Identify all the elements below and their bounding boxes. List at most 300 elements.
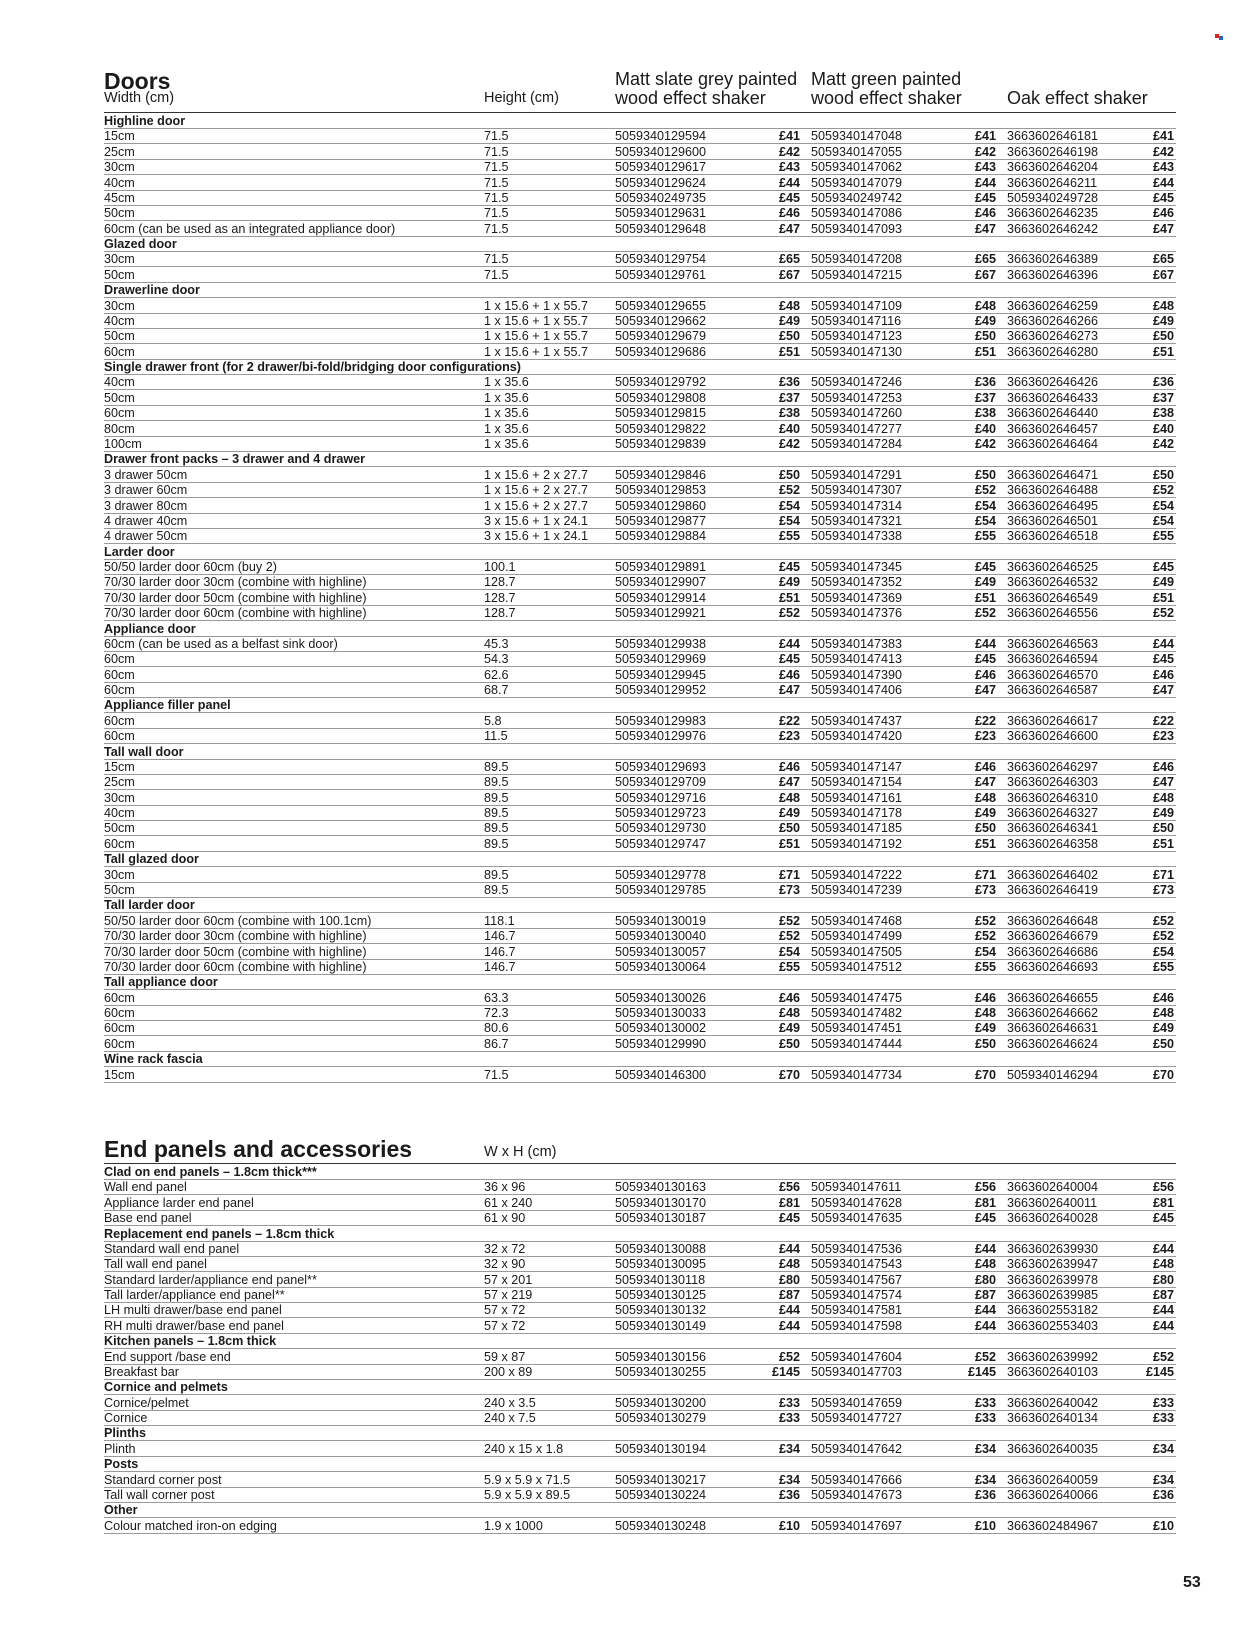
table-row <box>104 1005 1176 1021</box>
item-size: 86.7 <box>484 1036 509 1051</box>
green-code: 5059340147376 <box>811 606 903 621</box>
item-label: End support /base end <box>104 1349 231 1364</box>
slate-grey-code: 5059340129761 <box>615 267 707 282</box>
item-size: 72.3 <box>484 1006 509 1021</box>
section-heading <box>104 1456 1176 1472</box>
slate-grey-code: 5059340129730 <box>615 821 707 836</box>
item-size: 80.6 <box>484 1021 509 1036</box>
item-label: Other <box>104 1503 138 1518</box>
slate-grey-price: £47 <box>778 775 800 790</box>
oak-code: 5059340146294 <box>1007 1067 1099 1082</box>
oak-price: £65 <box>1152 252 1174 267</box>
item-label: 60cm <box>104 667 135 682</box>
table-row <box>104 728 1176 744</box>
item-label: 3 drawer 50cm <box>104 467 188 482</box>
table-row <box>104 574 1176 590</box>
green-price: £55 <box>974 959 996 974</box>
item-size: 36 x 96 <box>484 1180 526 1195</box>
item-label: 3 drawer 80cm <box>104 498 188 513</box>
oak-price: £46 <box>1152 667 1174 682</box>
oak-price: £34 <box>1152 1441 1174 1456</box>
slate-grey-price: £22 <box>778 713 800 728</box>
green-code: 5059340147345 <box>811 560 903 575</box>
green-price: £42 <box>974 144 996 159</box>
item-label: Colour matched iron-on edging <box>104 1518 277 1533</box>
oak-price: £47 <box>1152 683 1174 698</box>
table-row <box>104 713 1176 729</box>
green-code: 5059340147062 <box>811 160 903 175</box>
item-size: 89.5 <box>484 806 509 821</box>
oak-price: £47 <box>1152 775 1174 790</box>
oak-code: 3663602646679 <box>1007 929 1099 944</box>
item-label: Cornice <box>104 1411 148 1426</box>
oak-code: 3663602640134 <box>1007 1411 1099 1426</box>
oak-price: £46 <box>1152 990 1174 1005</box>
slate-grey-code: 5059340129853 <box>615 483 707 498</box>
slate-grey-price: £80 <box>778 1272 800 1287</box>
green-code: 5059340147635 <box>811 1211 903 1226</box>
oak-price: £87 <box>1152 1288 1174 1303</box>
green-code: 5059340249742 <box>811 190 903 205</box>
item-size: 57 x 201 <box>484 1272 533 1287</box>
slate-grey-code: 5059340129754 <box>615 252 707 267</box>
item-label: 60cm <box>104 344 135 359</box>
table-row <box>104 651 1176 667</box>
item-label: Kitchen panels – 1.8cm thick <box>104 1334 277 1349</box>
item-label: 70/30 larder door 30cm (combine with highline) <box>104 575 367 590</box>
slate-grey-code: 5059340129839 <box>615 436 707 451</box>
item-size: 128.7 <box>484 590 516 605</box>
item-label: 40cm <box>104 806 135 821</box>
slate-grey-code: 5059340129624 <box>615 175 707 190</box>
slate-grey-price: £145 <box>771 1364 800 1379</box>
green-price: £145 <box>967 1364 996 1379</box>
oak-code: 3663602646358 <box>1007 836 1099 851</box>
oak-code: 3663602646471 <box>1007 467 1099 482</box>
slate-grey-price: £52 <box>778 606 800 621</box>
slate-grey-code: 5059340129846 <box>615 467 707 482</box>
item-size: 57 x 72 <box>484 1303 526 1318</box>
green-code: 5059340147413 <box>811 652 903 667</box>
table-row <box>104 959 1176 975</box>
table-row <box>104 313 1176 329</box>
slate-grey-price: £55 <box>778 959 800 974</box>
slate-grey-code: 5059340129990 <box>615 1036 707 1051</box>
slate-grey-code: 5059340130002 <box>615 1021 707 1036</box>
green-code: 5059340147567 <box>811 1272 903 1287</box>
section-heading <box>104 1226 1176 1242</box>
oak-code: 3663602646693 <box>1007 959 1099 974</box>
green-code: 5059340147307 <box>811 483 903 498</box>
item-label: 40cm <box>104 375 135 390</box>
green-code: 5059340147178 <box>811 806 903 821</box>
slate-grey-price: £49 <box>778 806 800 821</box>
oak-code: 3663602646303 <box>1007 775 1099 790</box>
item-size: 128.7 <box>484 606 516 621</box>
section-heading <box>104 1502 1176 1518</box>
item-label: 15cm <box>104 129 135 144</box>
green-code: 5059340147147 <box>811 759 903 774</box>
item-size: 1 x 15.6 + 1 x 55.7 <box>484 344 588 359</box>
item-label: 70/30 larder door 50cm (combine with highline) <box>104 590 367 605</box>
oak-price: £56 <box>1152 1180 1174 1195</box>
item-size: 240 x 7.5 <box>484 1411 536 1426</box>
slate-grey-code: 5059340130040 <box>615 929 707 944</box>
table-row <box>104 836 1176 852</box>
green-price: £47 <box>974 221 996 236</box>
slate-grey-price: £73 <box>778 883 800 897</box>
slate-grey-code: 5059340130200 <box>615 1395 707 1410</box>
item-label: 60cm <box>104 652 135 667</box>
item-size: 1 x 15.6 + 1 x 55.7 <box>484 329 588 344</box>
item-label: 60cm (can be used as an integrated appliance door) <box>104 221 396 236</box>
table-row <box>104 190 1176 206</box>
slate-grey-code: 5059340130064 <box>615 959 707 974</box>
slate-grey-price: £34 <box>778 1441 800 1456</box>
green-code: 5059340147048 <box>811 129 903 144</box>
green-price: £51 <box>974 344 996 359</box>
item-label: Larder door <box>104 544 175 559</box>
item-size: 89.5 <box>484 759 509 774</box>
slate-grey-price: £45 <box>778 652 800 667</box>
oak-code: 3663602646266 <box>1007 313 1099 328</box>
green-code: 5059340147079 <box>811 175 903 190</box>
item-label: Appliance door <box>104 621 196 636</box>
end-panels-header <box>104 1136 1176 1166</box>
oak-price: £33 <box>1152 1395 1174 1410</box>
slate-grey-price: £36 <box>778 1487 800 1502</box>
section-heading <box>104 621 1176 637</box>
oak-price: £45 <box>1152 560 1174 575</box>
item-label: 25cm <box>104 775 135 790</box>
item-size: 240 x 15 x 1.8 <box>484 1441 564 1456</box>
slate-grey-price: £40 <box>778 421 800 436</box>
item-label: Tall appliance door <box>104 975 218 990</box>
slate-grey-code: 5059340130187 <box>615 1211 707 1226</box>
slate-grey-price: £47 <box>778 683 800 698</box>
item-label: 60cm <box>104 713 135 728</box>
item-size: 71.5 <box>484 190 509 205</box>
item-size: 71.5 <box>484 144 509 159</box>
slate-grey-code: 5059340129976 <box>615 729 707 744</box>
oak-code: 5059340249728 <box>1007 190 1099 205</box>
green-price: £45 <box>974 652 996 667</box>
oak-code: 3663602646204 <box>1007 160 1099 175</box>
item-size: 1 x 15.6 + 2 x 27.7 <box>484 467 588 482</box>
table-row <box>104 344 1176 360</box>
slate-grey-code: 5059340130095 <box>615 1257 707 1272</box>
item-label: 60cm <box>104 1021 135 1036</box>
table-row <box>104 1179 1176 1195</box>
item-size: 71.5 <box>484 129 509 144</box>
table-row <box>104 867 1176 883</box>
oak-price: £49 <box>1152 575 1174 590</box>
table-row <box>104 667 1176 683</box>
table-row <box>104 513 1176 529</box>
table-row <box>104 1241 1176 1257</box>
oak-price: £41 <box>1152 129 1174 144</box>
table-row <box>104 774 1176 790</box>
oak-price: £44 <box>1152 175 1174 190</box>
green-price: £80 <box>974 1272 996 1287</box>
green-price: £46 <box>974 759 996 774</box>
oak-price: £36 <box>1152 1487 1174 1502</box>
item-size: 71.5 <box>484 221 509 236</box>
slate-grey-price: £38 <box>778 406 800 421</box>
column-slate-grey: Matt slate grey painted wood effect shaker <box>615 69 798 108</box>
green-code: 5059340147352 <box>811 575 903 590</box>
table-row <box>104 436 1176 452</box>
green-price: £87 <box>974 1288 996 1303</box>
table-row <box>104 1287 1176 1303</box>
green-price: £56 <box>974 1180 996 1195</box>
section-heading <box>104 451 1176 467</box>
item-label: Tall larder door <box>104 898 195 913</box>
slate-grey-code: 5059340129907 <box>615 575 707 590</box>
oak-code: 3663602646235 <box>1007 206 1099 221</box>
green-price: £49 <box>974 806 996 821</box>
green-price: £67 <box>974 267 996 282</box>
slate-grey-code: 5059340129693 <box>615 759 707 774</box>
item-label: 4 drawer 50cm <box>104 529 188 544</box>
green-price: £44 <box>974 1303 996 1318</box>
item-label: 4 drawer 40cm <box>104 513 188 528</box>
green-code: 5059340147482 <box>811 1006 903 1021</box>
item-label: RH multi drawer/base end panel <box>104 1318 284 1333</box>
green-price: £22 <box>974 713 996 728</box>
green-price: £34 <box>974 1472 996 1487</box>
green-price: £46 <box>974 990 996 1005</box>
table-row <box>104 421 1176 437</box>
slate-grey-price: £42 <box>778 436 800 451</box>
oak-code: 3663602646686 <box>1007 944 1099 959</box>
slate-grey-price: £48 <box>778 298 800 313</box>
slate-grey-code: 5059340129716 <box>615 790 707 805</box>
slate-grey-price: £65 <box>778 252 800 267</box>
item-size: 1 x 35.6 <box>484 390 529 405</box>
slate-grey-code: 5059340129785 <box>615 883 707 897</box>
oak-code: 3663602640011 <box>1007 1195 1098 1210</box>
green-price: £52 <box>974 606 996 621</box>
table-row <box>104 1067 1176 1083</box>
oak-code: 3663602646211 <box>1007 175 1098 190</box>
slate-grey-code: 5059340129679 <box>615 329 707 344</box>
oak-price: £48 <box>1152 1257 1174 1272</box>
item-label: Tall wall end panel <box>104 1257 207 1272</box>
green-code: 5059340147468 <box>811 913 903 928</box>
table-row <box>104 1487 1176 1503</box>
section-heading <box>104 1051 1176 1067</box>
green-code: 5059340147185 <box>811 821 903 836</box>
oak-price: £51 <box>1152 836 1174 851</box>
oak-code: 3663602646525 <box>1007 560 1099 575</box>
slate-grey-code: 5059340129884 <box>615 529 707 544</box>
green-price: £50 <box>974 1036 996 1051</box>
item-size: 1 x 35.6 <box>484 375 529 390</box>
oak-code: 3663602640059 <box>1007 1472 1099 1487</box>
oak-code: 3663602646488 <box>1007 483 1099 498</box>
oak-price: £22 <box>1152 713 1174 728</box>
item-size: 3 x 15.6 + 1 x 24.1 <box>484 529 588 544</box>
green-price: £45 <box>974 190 996 205</box>
slate-grey-price: £47 <box>778 221 800 236</box>
oak-code: 3663602553403 <box>1007 1318 1099 1333</box>
slate-grey-code: 5059340130163 <box>615 1180 707 1195</box>
oak-price: £55 <box>1152 529 1174 544</box>
item-size: 200 x 89 <box>484 1364 533 1379</box>
item-size: 1 x 35.6 <box>484 436 529 451</box>
item-label: 30cm <box>104 252 135 267</box>
item-size: 100.1 <box>484 560 516 575</box>
table-row <box>104 1472 1176 1488</box>
item-label: 50/50 larder door 60cm (buy 2) <box>104 560 277 575</box>
slate-grey-code: 5059340130033 <box>615 1006 707 1021</box>
section-heading <box>104 697 1176 713</box>
green-price: £47 <box>974 775 996 790</box>
section-heading <box>104 851 1176 867</box>
oak-code: 3663602646617 <box>1007 713 1099 728</box>
item-size: 71.5 <box>484 206 509 221</box>
oak-code: 3663602646648 <box>1007 913 1099 928</box>
section-heading <box>104 544 1176 560</box>
slate-grey-code: 5059340129969 <box>615 652 707 667</box>
oak-code: 3663602646440 <box>1007 406 1099 421</box>
slate-grey-price: £45 <box>778 1211 800 1226</box>
oak-price: £54 <box>1152 498 1174 513</box>
table-row <box>104 251 1176 267</box>
table-row <box>104 1210 1176 1226</box>
item-label: 70/30 larder door 60cm (combine with highline) <box>104 606 367 621</box>
slate-grey-code: 5059340129600 <box>615 144 707 159</box>
slate-grey-code: 5059340129655 <box>615 298 707 313</box>
slate-grey-code: 5059340130026 <box>615 990 707 1005</box>
section-heading <box>104 1379 1176 1395</box>
oak-price: £23 <box>1152 729 1174 744</box>
item-label: Plinths <box>104 1426 146 1441</box>
green-code: 5059340147499 <box>811 929 903 944</box>
slate-grey-code: 5059340129815 <box>615 406 707 421</box>
table-row <box>104 1302 1176 1318</box>
oak-price: £44 <box>1152 636 1174 651</box>
green-price: £33 <box>974 1395 996 1410</box>
oak-price: £50 <box>1152 1036 1174 1051</box>
oak-price: £46 <box>1152 206 1174 221</box>
slate-grey-code: 5059340130255 <box>615 1364 707 1379</box>
green-price: £46 <box>974 206 996 221</box>
slate-grey-code: 5059340129808 <box>615 390 707 405</box>
green-code: 5059340147123 <box>811 329 903 344</box>
green-code: 5059340147277 <box>811 421 903 436</box>
green-price: £50 <box>974 821 996 836</box>
oak-code: 3663602646433 <box>1007 390 1099 405</box>
item-size: 71.5 <box>484 267 509 282</box>
green-code: 5059340147260 <box>811 406 903 421</box>
slate-grey-code: 5059340130125 <box>615 1288 707 1303</box>
oak-code: 3663602646655 <box>1007 990 1099 1005</box>
slate-grey-price: £34 <box>778 1472 800 1487</box>
oak-price: £52 <box>1152 929 1174 944</box>
item-label: 60cm (can be used as a belfast sink door) <box>104 636 338 651</box>
oak-price: £44 <box>1152 1303 1174 1318</box>
green-code: 5059340147314 <box>811 498 903 513</box>
slate-grey-price: £55 <box>778 529 800 544</box>
oak-code: 3663602646327 <box>1007 806 1099 821</box>
height-label: Height (cm) <box>484 90 559 106</box>
slate-grey-price: £45 <box>778 190 800 205</box>
slate-grey-code: 5059340129860 <box>615 498 707 513</box>
oak-code: 3663602646198 <box>1007 144 1099 159</box>
slate-grey-code: 5059340130057 <box>615 944 707 959</box>
item-label: 40cm <box>104 175 135 190</box>
item-size: 1 x 35.6 <box>484 406 529 421</box>
oak-price: £50 <box>1152 329 1174 344</box>
item-size: 57 x 72 <box>484 1318 526 1333</box>
slate-grey-code: 5059340130217 <box>615 1472 707 1487</box>
green-code: 5059340147093 <box>811 221 903 236</box>
green-price: £47 <box>974 683 996 698</box>
green-code: 5059340147086 <box>811 206 903 221</box>
item-size: 1 x 35.6 <box>484 421 529 436</box>
slate-grey-price: £46 <box>778 990 800 1005</box>
table-row <box>104 405 1176 421</box>
green-price: £10 <box>974 1518 996 1533</box>
oak-code: 3663602646341 <box>1007 821 1099 836</box>
oak-price: £50 <box>1152 821 1174 836</box>
table-row <box>104 390 1176 406</box>
green-code: 5059340147505 <box>811 944 903 959</box>
oak-code: 3663602646419 <box>1007 883 1099 897</box>
oak-price: £43 <box>1152 160 1174 175</box>
green-price: £54 <box>974 944 996 959</box>
green-code: 5059340147444 <box>811 1036 903 1051</box>
green-price: £70 <box>974 1067 996 1082</box>
item-label: 30cm <box>104 790 135 805</box>
oak-code: 3663602646242 <box>1007 221 1099 236</box>
slate-grey-price: £44 <box>778 175 800 190</box>
oak-code: 3663602646624 <box>1007 1036 1099 1051</box>
item-label: LH multi drawer/base end panel <box>104 1303 282 1318</box>
slate-grey-code: 5059340129723 <box>615 806 707 821</box>
slate-grey-price: £36 <box>778 375 800 390</box>
slate-grey-price: £51 <box>778 590 800 605</box>
slate-grey-price: £44 <box>778 1318 800 1333</box>
item-size: 11.5 <box>484 729 508 744</box>
green-price: £46 <box>974 667 996 682</box>
green-price: £48 <box>974 1257 996 1272</box>
slate-grey-price: £44 <box>778 1303 800 1318</box>
oak-code: 3663602646181 <box>1007 129 1099 144</box>
green-price: £42 <box>974 436 996 451</box>
slate-grey-price: £52 <box>778 1349 800 1364</box>
table-row <box>104 636 1176 652</box>
slate-grey-price: £49 <box>778 575 800 590</box>
oak-price: £49 <box>1152 1021 1174 1036</box>
green-code: 5059340147383 <box>811 636 903 651</box>
oak-code: 3663602646518 <box>1007 529 1099 544</box>
slate-grey-code: 5059340129952 <box>615 683 707 698</box>
item-label: 60cm <box>104 1036 135 1051</box>
oak-price: £145 <box>1145 1364 1174 1379</box>
green-code: 5059340147598 <box>811 1318 903 1333</box>
oak-price: £48 <box>1152 790 1174 805</box>
item-size: 62.6 <box>484 667 509 682</box>
slate-grey-price: £87 <box>778 1288 800 1303</box>
oak-code: 3663602646549 <box>1007 590 1099 605</box>
oak-price: £51 <box>1152 590 1174 605</box>
item-label: 3 drawer 60cm <box>104 483 188 498</box>
table-row <box>104 790 1176 806</box>
green-code: 5059340147659 <box>811 1395 903 1410</box>
